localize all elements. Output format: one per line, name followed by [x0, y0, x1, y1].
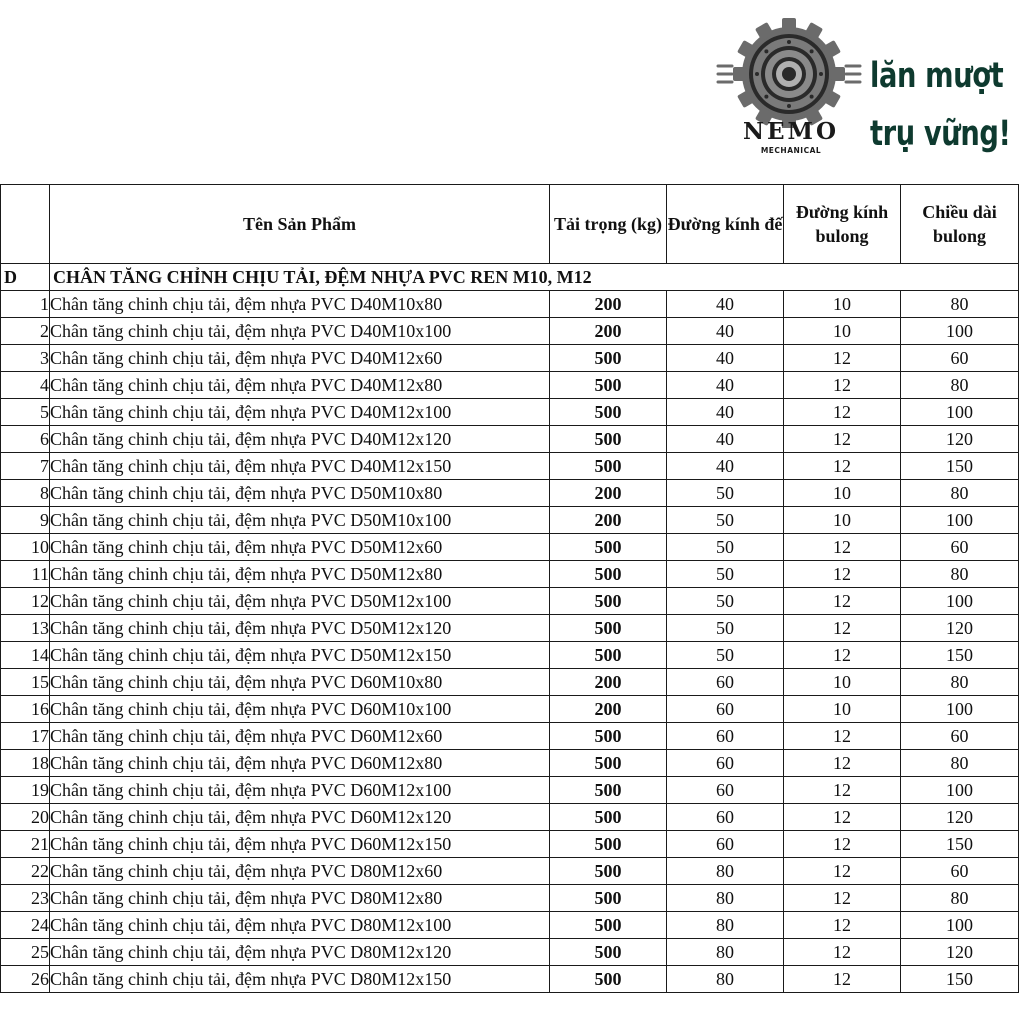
row-number: 7	[1, 453, 50, 480]
row-number: 1	[1, 291, 50, 318]
row-number: 19	[1, 777, 50, 804]
row-number: 5	[1, 399, 50, 426]
row-number: 14	[1, 642, 50, 669]
logo-word: NEMO	[742, 118, 840, 145]
table-header-row	[1, 185, 1019, 264]
base-diameter: 80	[667, 939, 784, 966]
bolt-length: 100	[901, 318, 1019, 345]
table-row	[1, 939, 1019, 966]
bolt-diameter: 12	[784, 561, 901, 588]
table-row	[1, 588, 1019, 615]
product-name: Chân tăng chinh chịu tải, đệm nhựa PVC D40M10x80	[50, 291, 550, 318]
base-diameter: 80	[667, 912, 784, 939]
row-number: 13	[1, 615, 50, 642]
bolt-diameter: 12	[784, 345, 901, 372]
row-number: 23	[1, 885, 50, 912]
bolt-length: 60	[901, 345, 1019, 372]
bolt-length: 150	[901, 831, 1019, 858]
bolt-length: 120	[901, 615, 1019, 642]
bolt-length: 120	[901, 426, 1019, 453]
bolt-diameter: 10	[784, 480, 901, 507]
bolt-length: 100	[901, 777, 1019, 804]
bolt-diameter: 12	[784, 453, 901, 480]
load-capacity: 500	[550, 966, 667, 993]
bolt-diameter: 12	[784, 804, 901, 831]
bolt-diameter: 10	[784, 318, 901, 345]
row-number: 24	[1, 912, 50, 939]
base-diameter: 60	[667, 831, 784, 858]
base-diameter: 50	[667, 561, 784, 588]
row-number: 17	[1, 723, 50, 750]
base-diameter: 50	[667, 588, 784, 615]
product-name: Chân tăng chinh chịu tải, đệm nhựa PVC D80M12x150	[50, 966, 550, 993]
bolt-diameter: 12	[784, 966, 901, 993]
base-diameter: 40	[667, 291, 784, 318]
bolt-length: 100	[901, 696, 1019, 723]
bolt-length: 80	[901, 669, 1019, 696]
product-name: Chân tăng chinh chịu tải, đệm nhựa PVC D40M12x60	[50, 345, 550, 372]
row-number: 21	[1, 831, 50, 858]
bolt-length: 60	[901, 534, 1019, 561]
load-capacity: 500	[550, 426, 667, 453]
base-diameter: 50	[667, 642, 784, 669]
load-capacity: 500	[550, 588, 667, 615]
row-number: 10	[1, 534, 50, 561]
section-title: CHÂN TĂNG CHỈNH CHỊU TẢI, ĐỆM NHỰA PVC REN M10, M12	[50, 264, 901, 291]
product-name: Chân tăng chinh chịu tải, đệm nhựa PVC D50M12x80	[50, 561, 550, 588]
base-diameter: 60	[667, 777, 784, 804]
base-diameter: 60	[667, 696, 784, 723]
bolt-length: 150	[901, 453, 1019, 480]
slogan-line-1: lăn mượt	[870, 56, 1004, 96]
product-name: Chân tăng chinh chịu tải, đệm nhựa PVC D80M12x60	[50, 858, 550, 885]
base-diameter: 60	[667, 723, 784, 750]
product-name: Chân tăng chinh chịu tải, đệm nhựa PVC D40M10x100	[50, 318, 550, 345]
product-name: Chân tăng chinh chịu tải, đệm nhựa PVC D60M12x120	[50, 804, 550, 831]
base-diameter: 60	[667, 804, 784, 831]
bolt-diameter: 10	[784, 696, 901, 723]
base-diameter: 40	[667, 426, 784, 453]
load-capacity: 500	[550, 804, 667, 831]
table-row	[1, 750, 1019, 777]
section-empty-cell	[901, 264, 1019, 291]
product-name: Chân tăng chinh chịu tải, đệm nhựa PVC D40M12x100	[50, 399, 550, 426]
row-number: 4	[1, 372, 50, 399]
base-diameter: 80	[667, 858, 784, 885]
product-name: Chân tăng chinh chịu tải, đệm nhựa PVC D40M12x150	[50, 453, 550, 480]
bolt-length: 80	[901, 480, 1019, 507]
header-base-diameter: Đường kính đế	[667, 185, 784, 264]
row-number: 26	[1, 966, 50, 993]
product-name: Chân tăng chinh chịu tải, đệm nhựa PVC D60M12x60	[50, 723, 550, 750]
bolt-length: 150	[901, 642, 1019, 669]
product-name: Chân tăng chinh chịu tải, đệm nhựa PVC D60M12x150	[50, 831, 550, 858]
load-capacity: 200	[550, 480, 667, 507]
product-name: Chân tăng chinh chịu tải, đệm nhựa PVC D50M12x150	[50, 642, 550, 669]
load-capacity: 200	[550, 696, 667, 723]
bolt-diameter: 12	[784, 372, 901, 399]
product-name: Chân tăng chinh chịu tải, đệm nhựa PVC D60M12x80	[50, 750, 550, 777]
table-row	[1, 399, 1019, 426]
row-number: 16	[1, 696, 50, 723]
header-bolt-length: Chiều dài bulong	[901, 185, 1019, 264]
base-diameter: 60	[667, 669, 784, 696]
load-capacity: 500	[550, 939, 667, 966]
load-capacity: 200	[550, 669, 667, 696]
load-capacity: 200	[550, 318, 667, 345]
bolt-length: 80	[901, 750, 1019, 777]
bolt-diameter: 10	[784, 291, 901, 318]
table-row	[1, 615, 1019, 642]
base-diameter: 50	[667, 480, 784, 507]
product-table	[0, 184, 1019, 993]
row-number: 3	[1, 345, 50, 372]
bolt-length: 150	[901, 966, 1019, 993]
table-row	[1, 291, 1019, 318]
table-row	[1, 804, 1019, 831]
base-diameter: 60	[667, 750, 784, 777]
bolt-diameter: 12	[784, 426, 901, 453]
table-row	[1, 345, 1019, 372]
bolt-diameter: 12	[784, 912, 901, 939]
base-diameter: 40	[667, 372, 784, 399]
base-diameter: 40	[667, 318, 784, 345]
bolt-diameter: 12	[784, 939, 901, 966]
load-capacity: 500	[550, 831, 667, 858]
row-number: 15	[1, 669, 50, 696]
table-row	[1, 723, 1019, 750]
table-row	[1, 777, 1019, 804]
nemo-logo	[716, 18, 866, 168]
row-number: 18	[1, 750, 50, 777]
bolt-diameter: 12	[784, 534, 901, 561]
product-name: Chân tăng chinh chịu tải, đệm nhựa PVC D40M12x120	[50, 426, 550, 453]
base-diameter: 80	[667, 966, 784, 993]
table-row	[1, 480, 1019, 507]
load-capacity: 500	[550, 615, 667, 642]
table-row	[1, 966, 1019, 993]
base-diameter: 40	[667, 453, 784, 480]
bolt-diameter: 12	[784, 750, 901, 777]
load-capacity: 500	[550, 345, 667, 372]
product-name: Chân tăng chinh chịu tải, đệm nhựa PVC D50M10x80	[50, 480, 550, 507]
load-capacity: 500	[550, 858, 667, 885]
bolt-diameter: 12	[784, 885, 901, 912]
row-number: 20	[1, 804, 50, 831]
load-capacity: 500	[550, 912, 667, 939]
bolt-length: 60	[901, 723, 1019, 750]
section-row	[1, 264, 1019, 291]
bolt-diameter: 12	[784, 399, 901, 426]
table-row	[1, 696, 1019, 723]
product-name: Chân tăng chinh chịu tải, đệm nhựa PVC D40M12x80	[50, 372, 550, 399]
table-row	[1, 561, 1019, 588]
table-row	[1, 507, 1019, 534]
logo-subtitle: MECHANICAL	[760, 146, 822, 155]
header-no	[1, 185, 50, 264]
gear-icon	[716, 18, 866, 128]
base-diameter: 50	[667, 507, 784, 534]
brand-header	[716, 18, 1016, 168]
bolt-length: 100	[901, 507, 1019, 534]
header-name: Tên Sản Phẩm	[50, 185, 550, 264]
bolt-length: 100	[901, 912, 1019, 939]
bolt-length: 80	[901, 561, 1019, 588]
base-diameter: 50	[667, 534, 784, 561]
bolt-length: 80	[901, 291, 1019, 318]
bolt-diameter: 12	[784, 831, 901, 858]
bolt-diameter: 10	[784, 507, 901, 534]
load-capacity: 500	[550, 642, 667, 669]
load-capacity: 200	[550, 291, 667, 318]
load-capacity: 200	[550, 507, 667, 534]
row-number: 11	[1, 561, 50, 588]
table-row	[1, 453, 1019, 480]
load-capacity: 500	[550, 885, 667, 912]
load-capacity: 500	[550, 723, 667, 750]
product-name: Chân tăng chinh chịu tải, đệm nhựa PVC D80M12x80	[50, 885, 550, 912]
base-diameter: 40	[667, 399, 784, 426]
bolt-diameter: 12	[784, 615, 901, 642]
load-capacity: 500	[550, 372, 667, 399]
header-load: Tải trọng (kg)	[550, 185, 667, 264]
product-name: Chân tăng chinh chịu tải, đệm nhựa PVC D80M12x100	[50, 912, 550, 939]
row-number: 9	[1, 507, 50, 534]
bolt-length: 80	[901, 372, 1019, 399]
bolt-diameter: 12	[784, 588, 901, 615]
table-row	[1, 858, 1019, 885]
load-capacity: 500	[550, 750, 667, 777]
bolt-length: 120	[901, 804, 1019, 831]
bolt-diameter: 12	[784, 642, 901, 669]
product-name: Chân tăng chinh chịu tải, đệm nhựa PVC D60M12x100	[50, 777, 550, 804]
bolt-length: 100	[901, 399, 1019, 426]
row-number: 8	[1, 480, 50, 507]
table-row	[1, 372, 1019, 399]
row-number: 25	[1, 939, 50, 966]
bolt-diameter: 12	[784, 723, 901, 750]
table-row	[1, 534, 1019, 561]
header-bolt-diameter: Đường kính bulong	[784, 185, 901, 264]
product-name: Chân tăng chinh chịu tải, đệm nhựa PVC D60M10x100	[50, 696, 550, 723]
section-code: D	[1, 264, 50, 291]
load-capacity: 500	[550, 777, 667, 804]
table-row	[1, 426, 1019, 453]
row-number: 2	[1, 318, 50, 345]
base-diameter: 50	[667, 615, 784, 642]
load-capacity: 500	[550, 561, 667, 588]
bolt-diameter: 10	[784, 669, 901, 696]
slogan-line-2: trụ vững!	[870, 114, 1011, 154]
bolt-diameter: 12	[784, 777, 901, 804]
product-name: Chân tăng chinh chịu tải, đệm nhựa PVC D80M12x120	[50, 939, 550, 966]
row-number: 6	[1, 426, 50, 453]
table-row	[1, 669, 1019, 696]
product-name: Chân tăng chinh chịu tải, đệm nhựa PVC D50M12x60	[50, 534, 550, 561]
bolt-length: 100	[901, 588, 1019, 615]
product-name: Chân tăng chinh chịu tải, đệm nhựa PVC D60M10x80	[50, 669, 550, 696]
row-number: 12	[1, 588, 50, 615]
bolt-length: 60	[901, 858, 1019, 885]
bolt-length: 80	[901, 885, 1019, 912]
bolt-length: 120	[901, 939, 1019, 966]
load-capacity: 500	[550, 453, 667, 480]
product-name: Chân tăng chinh chịu tải, đệm nhựa PVC D50M12x100	[50, 588, 550, 615]
load-capacity: 500	[550, 534, 667, 561]
table-row	[1, 885, 1019, 912]
load-capacity: 500	[550, 399, 667, 426]
row-number: 22	[1, 858, 50, 885]
table-row	[1, 642, 1019, 669]
table-row	[1, 912, 1019, 939]
base-diameter: 80	[667, 885, 784, 912]
product-name: Chân tăng chinh chịu tải, đệm nhựa PVC D50M10x100	[50, 507, 550, 534]
base-diameter: 40	[667, 345, 784, 372]
product-name: Chân tăng chinh chịu tải, đệm nhựa PVC D50M12x120	[50, 615, 550, 642]
table-row	[1, 318, 1019, 345]
bolt-diameter: 12	[784, 858, 901, 885]
table-row	[1, 831, 1019, 858]
